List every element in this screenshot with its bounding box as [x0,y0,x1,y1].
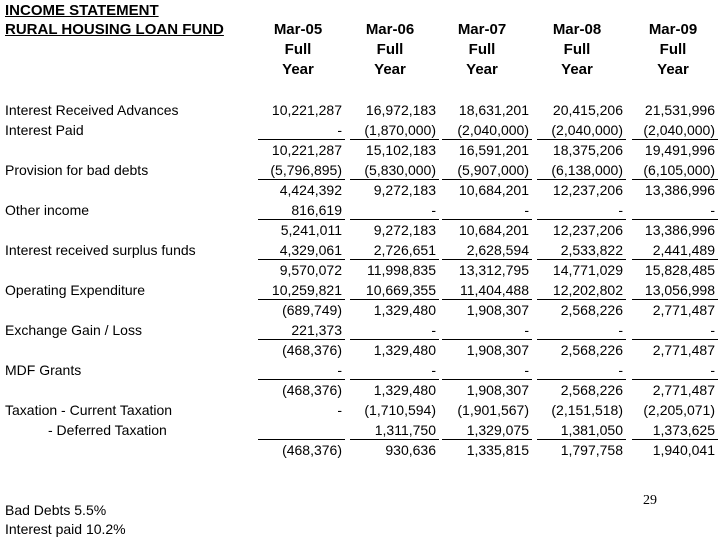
col-header-mar-08-full: Full [563,41,591,58]
subtotal-rule [350,339,439,340]
subtotal-rule [537,379,626,380]
row-label: Interest received surplus funds [5,242,196,258]
cell-mar-05: 10,259,821 [271,282,342,298]
cell-mar-08: - [618,362,623,378]
row-label: Interest Paid [5,122,84,138]
cell-mar-06: - [431,322,436,338]
cell-mar-05: 5,241,011 [280,222,342,238]
cell-mar-05: (468,376) [282,342,342,358]
cell-mar-05: (468,376) [282,382,342,398]
col-header-mar-09-full: Full [659,41,687,58]
cell-mar-08: 1,381,050 [560,422,623,438]
subtotal-rule [632,259,718,260]
cell-mar-09: 1,940,041 [652,442,715,458]
cell-mar-07: (2,040,000) [457,122,529,138]
col-header-mar-09-year: Year [657,61,689,78]
cell-mar-06: 1,329,480 [373,382,436,398]
cell-mar-08: 14,771,029 [552,262,623,278]
cell-mar-07: 1,329,075 [466,422,529,438]
cell-mar-07: - [524,202,529,218]
cell-mar-09: (2,040,000) [643,122,715,138]
cell-mar-09: 2,771,487 [652,302,715,318]
cell-mar-06: (1,710,594) [364,402,436,418]
cell-mar-07: 1,908,307 [466,302,529,318]
subtotal-rule [537,179,626,180]
cell-mar-08: 12,237,206 [552,222,623,238]
cell-mar-07: - [524,362,529,378]
subtotal-rule [537,219,626,220]
cell-mar-07: 1,335,815 [466,442,529,458]
subtotal-rule [442,299,532,300]
subtotal-rule [258,139,345,140]
subtotal-rule [350,139,439,140]
cell-mar-07: 10,684,201 [458,182,529,198]
subtotal-rule [442,219,532,220]
cell-mar-05: (5,796,895) [270,162,342,178]
note-interest-paid: Interest paid 10.2% [5,521,126,537]
cell-mar-06: 16,972,183 [365,102,436,118]
subtotal-rule [632,339,718,340]
cell-mar-07: 11,404,488 [459,282,529,298]
col-header-mar-05-period: Mar-05 [273,21,323,38]
subtotal-rule [350,439,439,440]
cell-mar-06: 1,329,480 [373,302,436,318]
subtotal-rule [350,179,439,180]
cell-mar-06: (1,870,000) [364,122,436,138]
row-label: Provision for bad debts [5,162,149,178]
cell-mar-09: 15,828,485 [644,262,715,278]
subtotal-rule [537,439,626,440]
cell-mar-09: - [710,362,715,378]
subtotal-rule [442,379,532,380]
cell-mar-05: 816,619 [291,202,342,218]
cell-mar-09: (2,205,071) [643,402,715,418]
subtotal-rule [442,179,532,180]
cell-mar-08: 2,568,226 [560,342,623,358]
row-label: MDF Grants [5,362,82,378]
cell-mar-09: 1,373,625 [652,422,715,438]
subtotal-rule [258,339,345,340]
title-income-statement: INCOME STATEMENT [5,2,159,19]
cell-mar-06: 10,669,355 [365,282,436,298]
cell-mar-07: 10,684,201 [458,222,529,238]
cell-mar-07: (5,907,000) [457,162,529,178]
subtotal-rule [537,299,626,300]
cell-mar-08: 20,415,206 [552,102,623,118]
cell-mar-09: 2,441,489 [652,242,715,258]
row-label: Exchange Gain / Loss [5,322,142,338]
row-label: - Deferred Taxation [48,422,167,438]
subtotal-rule [258,179,345,180]
cell-mar-06: 2,726,651 [373,242,436,258]
col-header-mar-07-period: Mar-07 [457,21,507,38]
cell-mar-09: 19,491,996 [644,142,715,158]
cell-mar-07: 1,908,307 [466,342,529,358]
subtotal-rule [442,339,532,340]
row-label: Interest Received Advances [5,102,179,118]
subtotal-rule [350,219,439,220]
cell-mar-08: (2,040,000) [551,122,623,138]
cell-mar-05: (689,749) [282,302,342,318]
cell-mar-09: 13,386,996 [644,222,715,238]
col-header-mar-06-period: Mar-06 [365,21,415,38]
cell-mar-09: 13,056,998 [644,282,715,298]
cell-mar-08: 2,568,226 [560,382,623,398]
subtotal-rule [350,379,439,380]
col-header-mar-07-full: Full [468,41,496,58]
cell-mar-08: (2,151,518) [551,402,623,418]
cell-mar-05: (468,376) [282,442,342,458]
cell-mar-05: - [337,122,342,138]
cell-mar-08: - [618,322,623,338]
subtotal-rule [258,259,345,260]
cell-mar-08: 18,375,206 [552,142,623,158]
subtotal-rule [258,219,345,220]
cell-mar-05: - [337,362,342,378]
note-bad-debts: Bad Debts 5.5% [5,502,107,518]
row-label: Operating Expenditure [5,282,146,298]
subtotal-rule [537,139,626,140]
cell-mar-06: 15,102,183 [365,142,436,158]
cell-mar-06: 11,998,835 [366,262,436,278]
col-header-mar-08-year: Year [561,61,593,78]
cell-mar-09: (6,105,000) [643,162,715,178]
row-label: Taxation - Current Taxation [5,402,173,418]
cell-mar-06: 9,272,183 [373,222,436,238]
cell-mar-07: 13,312,795 [458,262,529,278]
cell-mar-08: 12,202,802 [552,282,623,298]
cell-mar-07: - [524,322,529,338]
cell-mar-05: 10,221,287 [271,102,342,118]
col-header-mar-07-year: Year [466,61,498,78]
subtotal-rule [258,299,345,300]
subtotal-rule [442,259,532,260]
row-label: Other income [5,202,90,218]
page-number: 29 [643,493,657,508]
subtotal-rule [442,139,532,140]
col-header-mar-08-period: Mar-08 [552,21,602,38]
cell-mar-08: - [618,202,623,218]
cell-mar-06: 9,272,183 [373,182,436,198]
cell-mar-08: 2,533,822 [560,242,623,258]
col-header-mar-09-period: Mar-09 [648,21,698,38]
cell-mar-08: (6,138,000) [551,162,623,178]
subtotal-rule [537,259,626,260]
subtotal-rule [350,259,439,260]
cell-mar-07: 1,908,307 [466,382,529,398]
subtotal-rule [350,299,439,300]
cell-mar-05: - [337,402,342,418]
subtotal-rule [632,379,718,380]
col-header-mar-06-year: Year [374,61,406,78]
cell-mar-08: 2,568,226 [560,302,623,318]
cell-mar-09: 21,531,996 [644,102,715,118]
cell-mar-06: 930,636 [385,442,436,458]
cell-mar-05: 221,373 [291,322,342,338]
subtotal-rule [632,139,718,140]
cell-mar-05: 4,329,061 [279,242,342,258]
subtotal-rule [258,439,345,440]
cell-mar-07: 16,591,201 [458,142,529,158]
cell-mar-07: 18,631,201 [458,102,529,118]
title-fund-name: RURAL HOUSING LOAN FUND [5,21,224,38]
col-header-mar-05-full: Full [284,41,312,58]
cell-mar-09: 2,771,487 [652,342,715,358]
subtotal-rule [632,439,718,440]
cell-mar-06: - [431,202,436,218]
subtotal-rule [442,439,532,440]
col-header-mar-05-year: Year [282,61,314,78]
cell-mar-09: 13,386,996 [644,182,715,198]
cell-mar-05: 9,570,072 [279,262,342,278]
cell-mar-09: 2,771,487 [652,382,715,398]
subtotal-rule [537,339,626,340]
cell-mar-05: 10,221,287 [271,142,342,158]
cell-mar-09: - [710,202,715,218]
cell-mar-06: 1,311,750 [374,422,436,438]
cell-mar-08: 1,797,758 [560,442,623,458]
cell-mar-05: 4,424,392 [279,182,342,198]
subtotal-rule [632,179,718,180]
col-header-mar-06-full: Full [376,41,404,58]
cell-mar-07: 2,628,594 [466,242,529,258]
cell-mar-07: (1,901,567) [457,402,529,418]
cell-mar-08: 12,237,206 [552,182,623,198]
cell-mar-06: - [431,362,436,378]
cell-mar-09: - [710,322,715,338]
cell-mar-06: (5,830,000) [364,162,436,178]
subtotal-rule [258,379,345,380]
subtotal-rule [632,219,718,220]
subtotal-rule [632,299,718,300]
cell-mar-06: 1,329,480 [373,342,436,358]
